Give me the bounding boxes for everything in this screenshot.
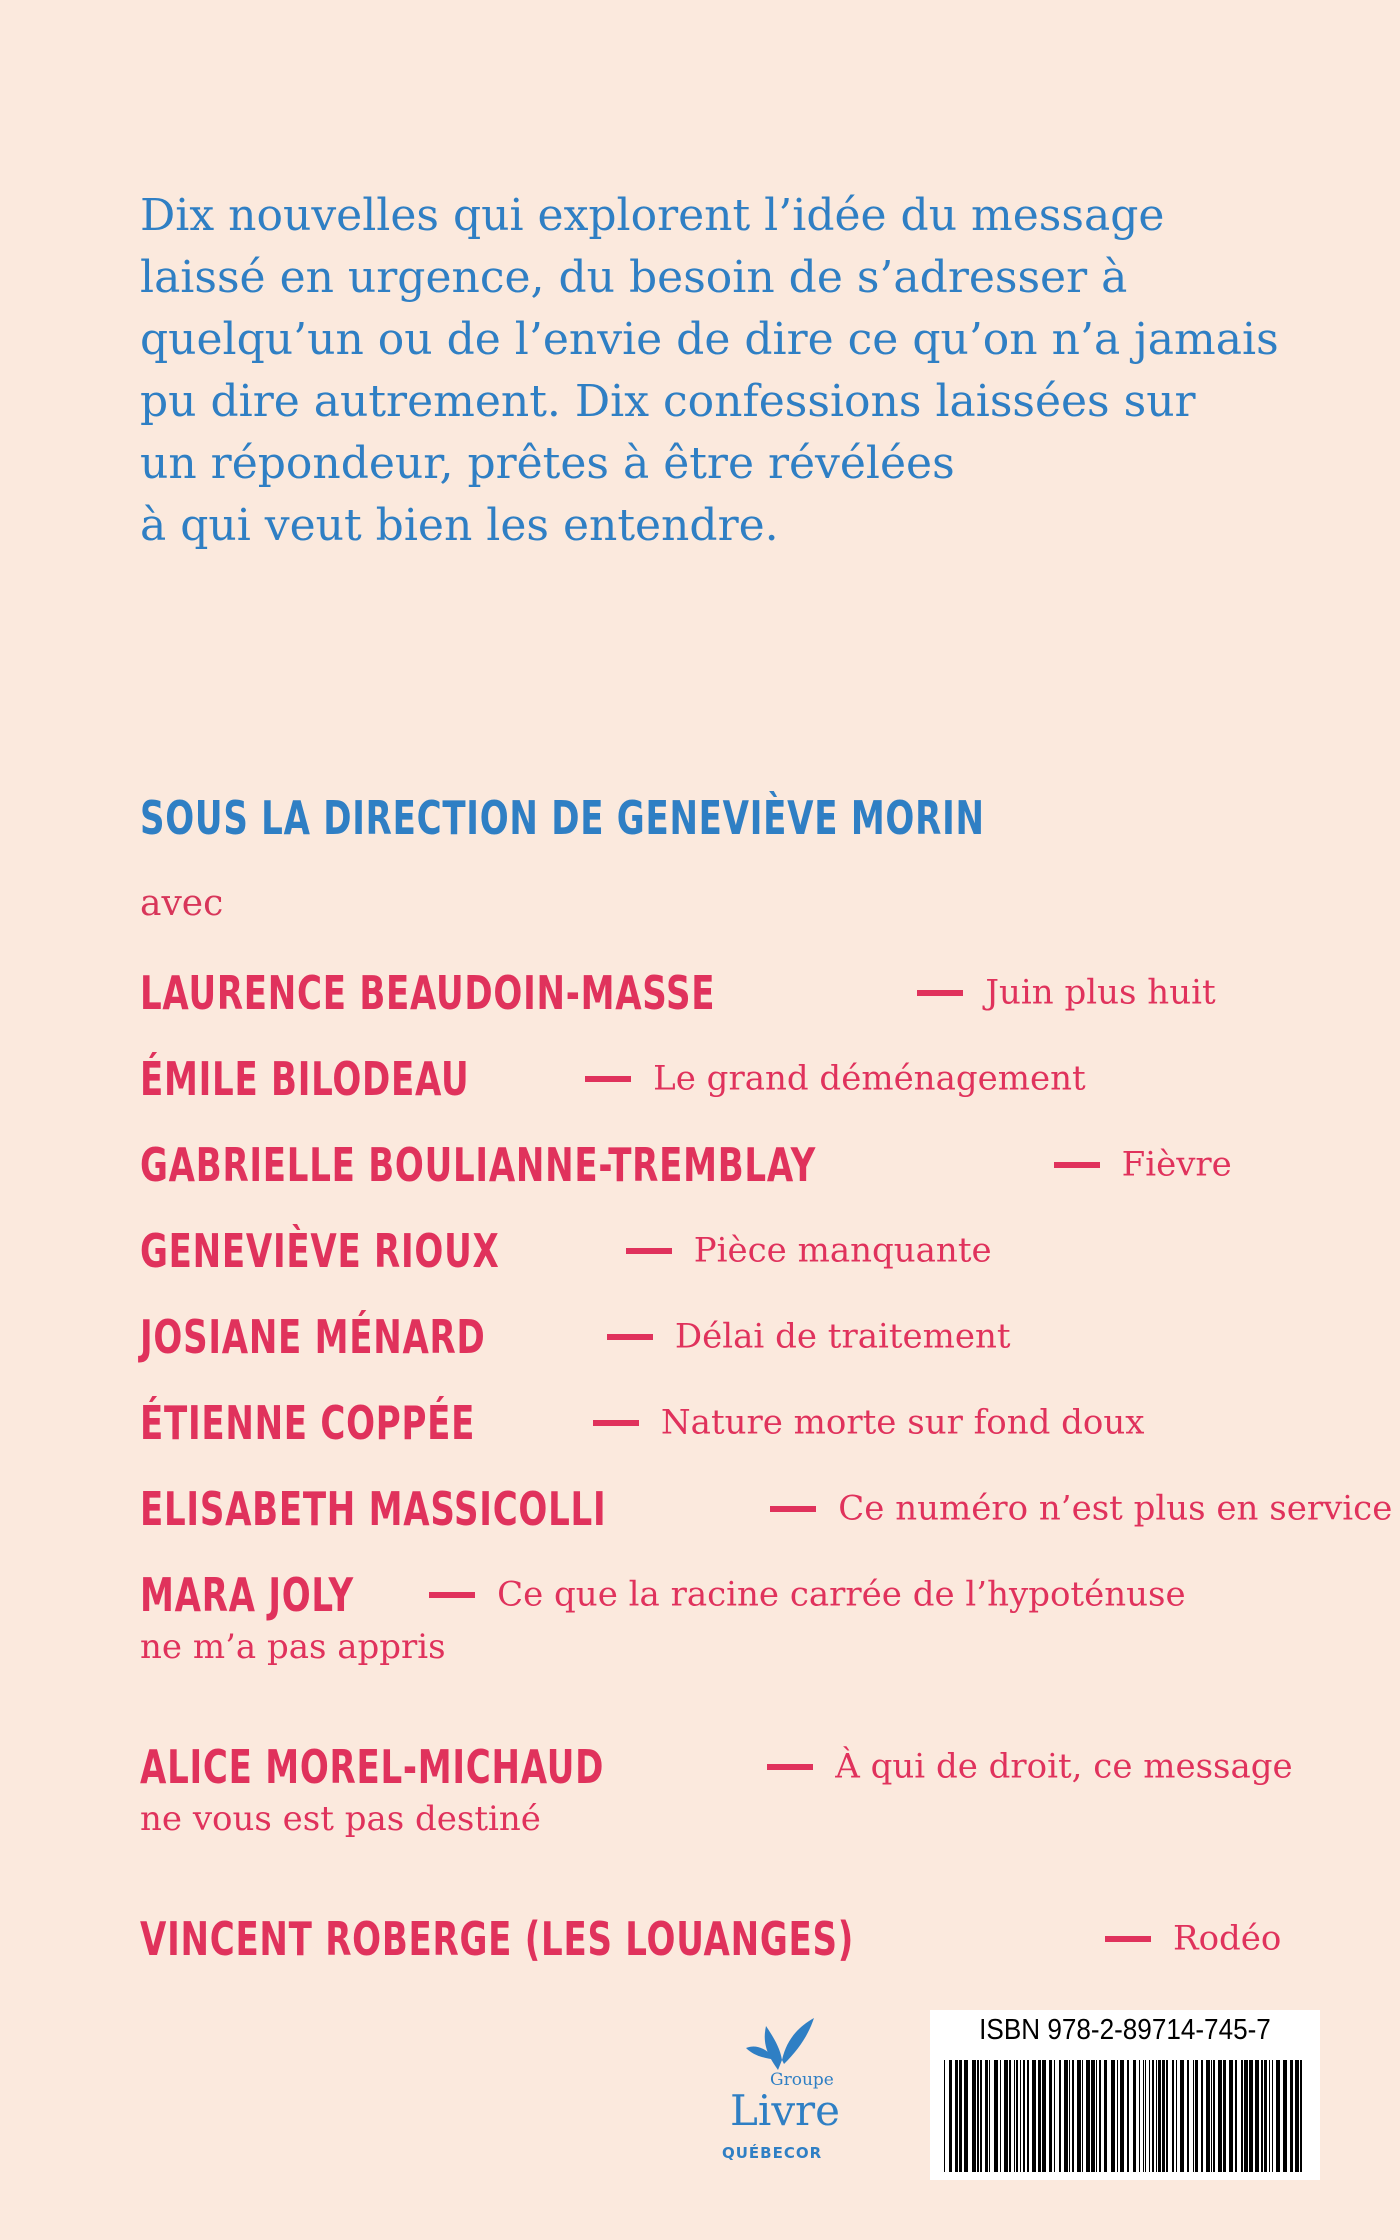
contributor-entry: [140, 1392, 1320, 1478]
blurb-line: un répondeur, prêtes à être révélées: [140, 438, 955, 489]
barcode-bar: [1096, 2060, 1097, 2172]
barcode-bar: [1038, 2060, 1041, 2172]
contributor-entry: [140, 1478, 1393, 1564]
barcode: [944, 2060, 1306, 2172]
barcode-bar: [1195, 2060, 1198, 2172]
logo-groupe-text: Groupe: [770, 2070, 834, 2090]
barcode-bar: [1149, 2060, 1150, 2172]
contributor-entry: [140, 1736, 1320, 1908]
barcode-bar: [1172, 2060, 1174, 2172]
barcode-bar: [1162, 2060, 1165, 2172]
publisher-logo: [700, 2008, 860, 2218]
barcode-bar: [1180, 2060, 1184, 2172]
contributor-entry: [140, 1048, 1320, 1134]
barcode-bar: [949, 2060, 952, 2172]
barcode-bar: [1206, 2060, 1210, 2172]
barcode-bar: [1133, 2060, 1136, 2172]
barcode-bar: [1261, 2060, 1263, 2172]
em-dash: [1105, 1936, 1151, 1942]
barcode-bar: [972, 2060, 976, 2172]
barcode-bar: [1086, 2060, 1090, 2172]
barcode-bar: [944, 2060, 945, 2172]
em-dash: [770, 1506, 816, 1512]
barcode-bar: [1187, 2060, 1189, 2172]
barcode-bar: [1069, 2060, 1070, 2172]
barcode-bar: [1072, 2060, 1074, 2172]
barcode-bar: [1111, 2060, 1115, 2172]
barcode-bar: [1145, 2060, 1146, 2172]
em-dash: [626, 1248, 672, 1254]
barcode-bar: [989, 2060, 990, 2172]
author-name: JOSIANE MÉNARD: [140, 1309, 486, 1364]
contributor-list: [140, 962, 1393, 1994]
story-title-continuation: ne vous est pas destiné: [140, 1799, 541, 1839]
author-name: MARA JOLY: [140, 1567, 354, 1622]
barcode-bar: [1104, 2060, 1107, 2172]
em-dash: [607, 1334, 653, 1340]
author-name: GABRIELLE BOULIANNE-TREMBLAY: [140, 1137, 817, 1192]
barcode-bar: [1276, 2060, 1280, 2172]
barcode-bar: [1300, 2060, 1302, 2172]
em-dash: [429, 1592, 475, 1598]
barcode-bar: [1158, 2060, 1161, 2172]
barcode-bar: [1099, 2060, 1101, 2172]
barcode-bar: [1020, 2060, 1021, 2172]
barcode-bar: [1027, 2060, 1029, 2172]
author-name: GENEVIÈVE RIOUX: [140, 1223, 500, 1278]
story-title: Fièvre: [1121, 1144, 1232, 1185]
contributor-entry: [140, 1220, 1320, 1306]
barcode-bar: [1139, 2060, 1140, 2172]
isbn-barcode-box: [930, 2010, 1320, 2180]
author-name: ALICE MOREL-MICHAUD: [140, 1739, 605, 1794]
barcode-bar: [1241, 2060, 1243, 2172]
story-title: À qui de droit, ce message: [835, 1746, 1293, 1787]
logo-quebecor-text: QUÉBECOR: [722, 2144, 823, 2162]
author-name: ÉTIENNE COPPÉE: [140, 1395, 476, 1450]
em-dash: [917, 990, 963, 996]
editor-heading: SOUS LA DIRECTION DE GENEVIÈVE MORIN: [140, 791, 985, 845]
bird-icon: [738, 2008, 818, 2078]
blurb: [140, 185, 1300, 557]
barcode-bar: [1014, 2060, 1015, 2172]
barcode-bar: [1211, 2060, 1212, 2172]
barcode-bar: [1004, 2060, 1008, 2172]
em-dash: [585, 1076, 631, 1082]
contributor-entry: [140, 1908, 1320, 1994]
story-title: Juin plus huit: [985, 972, 1216, 1013]
barcode-bar: [1077, 2060, 1081, 2172]
barcode-bar: [1218, 2060, 1222, 2172]
barcode-bar: [1000, 2060, 1001, 2172]
avec-label: avec: [140, 883, 224, 924]
barcode-bar: [1223, 2060, 1226, 2172]
barcode-bar: [1143, 2060, 1144, 2172]
barcode-bar: [1269, 2060, 1270, 2172]
barcode-bar: [1272, 2060, 1273, 2172]
barcode-bar: [1016, 2060, 1018, 2172]
barcode-bar: [1229, 2060, 1233, 2172]
barcode-bar: [1064, 2060, 1068, 2172]
contributor-entry: [140, 1306, 1320, 1392]
barcode-bar: [1213, 2060, 1215, 2172]
contributor-entry: [140, 1564, 1320, 1736]
isbn-number: ISBN 978-2-89714-745-7: [979, 2014, 1271, 2046]
contributor-entry: [140, 962, 1320, 1048]
barcode-bar: [1166, 2060, 1168, 2172]
blurb-line: quelqu’un ou de l’envie de dire ce qu’on n’a jamais: [140, 314, 1279, 365]
barcode-bar: [985, 2060, 988, 2172]
em-dash: [767, 1764, 813, 1770]
barcode-bar: [1120, 2060, 1124, 2172]
barcode-bar: [955, 2060, 958, 2172]
barcode-bar: [1235, 2060, 1237, 2172]
barcode-bar: [1255, 2060, 1259, 2172]
story-title: Ce que la racine carrée de l’hypoténuse: [497, 1574, 1186, 1615]
barcode-bar: [1295, 2060, 1299, 2172]
story-title: Ce numéro n’est plus en service: [838, 1488, 1393, 1529]
barcode-bar: [1201, 2060, 1203, 2172]
story-title: Le grand déménagement: [653, 1058, 1086, 1099]
barcode-bar: [1249, 2060, 1253, 2172]
barcode-bar: [994, 2060, 998, 2172]
em-dash: [1054, 1162, 1100, 1168]
author-name: ÉMILE BILODEAU: [140, 1051, 470, 1106]
barcode-bar: [977, 2060, 979, 2172]
blurb-line: laissé en urgence, du besoin de s’adresser à: [140, 252, 1128, 303]
barcode-bar: [1283, 2060, 1287, 2172]
blurb-line: pu dire autrement. Dix confessions laissées sur: [140, 376, 1196, 427]
barcode-bar: [1009, 2060, 1011, 2172]
em-dash: [593, 1420, 639, 1426]
barcode-bar: [1054, 2060, 1055, 2172]
barcode-bar: [1091, 2060, 1095, 2172]
blurb-line: Dix nouvelles qui explorent l’idée du message: [140, 190, 1165, 241]
barcode-bar: [959, 2060, 962, 2172]
barcode-bar: [1117, 2060, 1118, 2172]
barcode-bar: [964, 2060, 968, 2172]
logo-livre-text: Livre: [730, 2086, 840, 2135]
barcode-bar: [1290, 2060, 1293, 2172]
story-title: Nature morte sur fond doux: [660, 1402, 1145, 1443]
author-name: VINCENT ROBERGE (LES LOUANGES): [140, 1911, 855, 1966]
barcode-bar: [1176, 2060, 1177, 2172]
barcode-bar: [1156, 2060, 1157, 2172]
story-title: Délai de traitement: [674, 1316, 1011, 1357]
author-name: ELISABETH MASSICOLLI: [140, 1481, 607, 1536]
barcode-bar: [980, 2060, 982, 2172]
barcode-bar: [1042, 2060, 1046, 2172]
barcode-bar: [1264, 2060, 1267, 2172]
barcode-bar: [1127, 2060, 1129, 2172]
author-name: LAURENCE BEAUDOIN-MASSE: [140, 965, 716, 1020]
story-title-continuation: ne m’a pas appris: [140, 1627, 446, 1667]
barcode-bar: [1244, 2060, 1248, 2172]
barcode-bar: [1082, 2060, 1083, 2172]
story-title: Pièce manquante: [693, 1230, 992, 1271]
barcode-bar: [1049, 2060, 1052, 2172]
barcode-bar: [1193, 2060, 1194, 2172]
blurb-line: à qui veut bien les entendre.: [140, 500, 779, 551]
contributor-entry: [140, 1134, 1320, 1220]
story-title: Rodéo: [1172, 1918, 1282, 1959]
barcode-bar: [1059, 2060, 1061, 2172]
barcode-bar: [1023, 2060, 1025, 2172]
barcode-bar: [1152, 2060, 1154, 2172]
barcode-bar: [1032, 2060, 1036, 2172]
